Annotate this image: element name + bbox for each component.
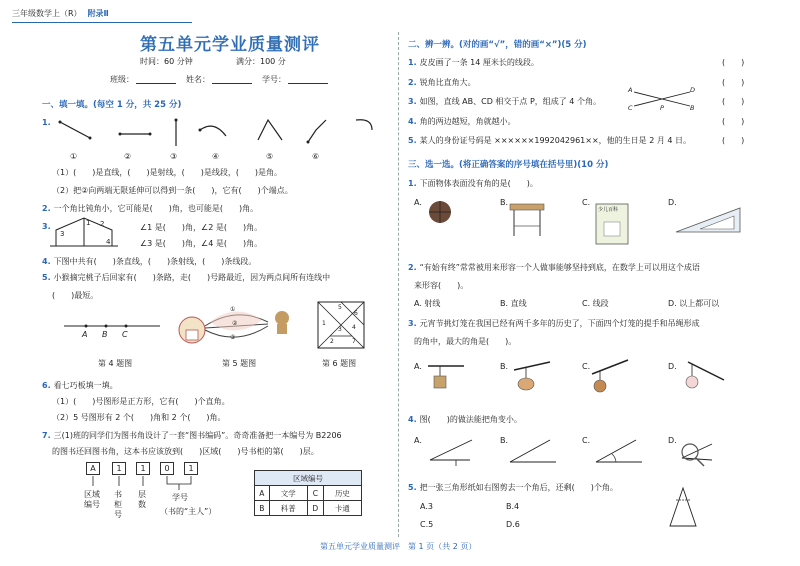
q2-number: 2. — [42, 204, 51, 213]
figure-label-5: ⑤ — [266, 152, 274, 161]
q3-text-b: ∠3 是( )角，∠4 是( )角。 — [140, 239, 263, 248]
point-a: A — [82, 330, 88, 339]
tangram-7: 7 — [352, 338, 356, 345]
figure-label-6: ⑥ — [312, 152, 320, 161]
choice-4-opt-c[interactable]: C. — [582, 436, 591, 445]
choice-1-opt-c[interactable]: C. — [582, 198, 591, 207]
name-label: 姓名： — [186, 75, 210, 84]
q3-number: 3. — [42, 222, 51, 231]
fig4-caption: 第 4 题图 — [98, 359, 133, 368]
q2-text: 一个角比钝角小，它可能是( )角，也可能是( )角。 — [53, 204, 259, 213]
table-cell: A — [255, 486, 270, 501]
table-cell: 科普 — [269, 501, 307, 516]
code-label-owner: （书的“主人”） — [160, 507, 217, 516]
road-1: ① — [230, 306, 236, 313]
section-2-title: 二、辨一辨。(对的画“√”，错的画“×”)(5 分) — [408, 40, 587, 50]
code-box-3: 1 — [136, 462, 150, 475]
judge-1-answer[interactable]: ( ) — [722, 58, 745, 67]
choice-4-opt-b[interactable]: B. — [500, 436, 509, 445]
tangram-4: 4 — [352, 324, 356, 331]
choice-5-opt-b[interactable]: B.4 — [506, 502, 520, 511]
q4-number: 4. — [42, 257, 51, 266]
table-title: 区域编号 — [255, 471, 362, 486]
grade-label: 三年级数学上（R） — [12, 9, 82, 18]
choice-3-text-a: 元宵节挑灯笼在我国已经有两千多年的历史了，下面四个灯笼的提手和吊绳形成 — [419, 319, 700, 328]
q3-angle-3: 3 — [60, 230, 65, 238]
choice-3-number: 3. — [408, 319, 417, 328]
choice-3-opt-b[interactable]: B. — [500, 362, 509, 371]
q6-part-b: （2）5 号图形有 2 个( )角和 2 个( )角。 — [52, 413, 226, 422]
choice-5-text: 把一张三角形纸如右图剪去一个角后，还剩( )个角。 — [419, 483, 618, 492]
tangram-5: 5 — [338, 304, 342, 311]
choice-2-text-b: 来形容( )。 — [414, 281, 469, 290]
code-box-2: 1 — [112, 462, 126, 475]
table-cell: D — [307, 501, 323, 516]
code-box-5: 1 — [184, 462, 198, 475]
judge-4-text: 角的两边越短，角就越小。 — [419, 117, 516, 126]
choice-3-opt-a[interactable]: A. — [414, 362, 422, 371]
fig-letter-a: A — [628, 86, 633, 94]
q6-part-a: （1）( )号图形是正方形，它有( )个直角。 — [52, 397, 230, 406]
section-1-title: 一、填一填。(每空 1 分，共 25 分) — [42, 100, 182, 110]
point-b: B — [102, 330, 108, 339]
road-3: ③ — [230, 334, 236, 341]
page-footer: 第五单元学业质量测评 第 1 页（共 2 页） — [320, 542, 477, 551]
table-cell: B — [255, 501, 270, 516]
fig-letter-b: B — [690, 104, 695, 112]
code-box-1: A — [86, 462, 100, 475]
tangram-1: 1 — [322, 320, 326, 327]
judge-4-answer[interactable]: ( ) — [722, 117, 745, 126]
q6-number: 6. — [42, 381, 51, 390]
fig-letter-p: P — [660, 104, 664, 112]
choice-1-opt-b[interactable]: B. — [500, 198, 509, 207]
choice-4-text: 图( )的做法能把角变小。 — [419, 415, 522, 424]
book-title: 少儿百科 — [598, 207, 619, 213]
table-cell: 卡通 — [323, 501, 361, 516]
choice-2-opt-c[interactable]: C. 线段 — [582, 299, 609, 308]
q4-text: 下图中共有( )条直线，( )条射线，( )条线段。 — [53, 257, 257, 266]
choice-1-text: 下面物体表面没有角的是( )。 — [419, 179, 538, 188]
tangram-6: 6 — [354, 310, 358, 317]
page-title: 第五单元学业质量测评 — [140, 35, 320, 55]
judge-3-answer[interactable]: ( ) — [722, 97, 745, 106]
fig-letter-c: C — [628, 104, 633, 112]
choice-3-text-b: 的角中，最大的角是( )。 — [414, 337, 517, 346]
choice-1-opt-d[interactable]: D. — [668, 198, 677, 207]
judge-3-number: 3. — [408, 97, 417, 106]
table-cell: 历史 — [323, 486, 361, 501]
appendix-label: 附录Ⅱ — [87, 9, 109, 18]
class-label: 班级： — [110, 75, 134, 84]
judge-5-number: 5. — [408, 136, 417, 145]
choice-3-opt-d[interactable]: D. — [668, 362, 677, 371]
figure-label-3: ③ — [170, 152, 178, 161]
q7-text-b: 的图书还回图书角，这本书应该放到( )区域( )号书柜的第( )层。 — [52, 447, 319, 456]
judge-3-text: 如图，直线 AB、CD 相交于点 P，组成了 4 个角。 — [419, 97, 601, 106]
q3-angle-4: 4 — [106, 238, 111, 246]
choice-1-number: 1. — [408, 179, 417, 188]
q5-text-b: ( )最短。 — [52, 291, 99, 300]
code-label-student: 学号 — [172, 493, 188, 502]
choice-5-opt-a[interactable]: A.3 — [420, 502, 433, 511]
q3-angle-2: 2 — [100, 220, 105, 228]
q7-text-a: 三(1)班的同学们为图书角设计了一套“图书编码”。奇奇准备把一本编号为 B2206 — [53, 431, 342, 440]
q1-part-b: （2）把②向两端无限延伸可以得到一条( )，它有( )个端点。 — [52, 186, 293, 195]
judge-1-number: 1. — [408, 58, 417, 67]
choice-2-opt-d[interactable]: D. 以上都可以 — [668, 299, 720, 308]
id-label: 学号： — [262, 75, 286, 84]
code-label-layer: 层 数 — [138, 490, 146, 509]
judge-1-text: 皮皮画了一条 14 厘米长的线段。 — [419, 58, 539, 67]
figure-label-4: ④ — [212, 152, 220, 161]
code-label-cabinet: 书 柜 号 — [114, 490, 122, 519]
table-cell: 文学 — [269, 486, 307, 501]
figure-label-1: ① — [70, 152, 78, 161]
choice-2-text-a: “有始有终”常常被用来形容一个人做事能够坚持到底，在数学上可以用这个成语 — [419, 263, 700, 272]
choice-2-opt-b[interactable]: B. 直线 — [500, 299, 527, 308]
code-box-4: 0 — [160, 462, 174, 475]
choice-2-opt-a[interactable]: A. 射线 — [414, 299, 441, 308]
q1-part-a: （1）( )是直线，( )是射线，( )是线段，( )是角。 — [52, 168, 283, 177]
choice-4-opt-a[interactable]: A. — [414, 436, 422, 445]
choice-2-number: 2. — [408, 263, 417, 272]
point-c: C — [122, 330, 128, 339]
choice-1-opt-a[interactable]: A. — [414, 198, 422, 207]
choice-5-opt-c[interactable]: C.5 — [420, 520, 434, 529]
q5-text-a: 小猴摘完桃子后回家有( )条路，走( )号路最近，因为两点间所有连线中 — [53, 273, 331, 282]
score-label: 满分：100 分 — [236, 57, 286, 66]
fig-letter-d: D — [690, 86, 696, 94]
choice-4-number: 4. — [408, 415, 417, 424]
q5-number: 5. — [42, 273, 51, 282]
fig5-caption: 第 5 题图 — [222, 359, 257, 368]
q7-number: 7. — [42, 431, 51, 440]
section-3-title: 三、选一选。(将正确答案的序号填在括号里)(10 分) — [408, 160, 609, 170]
code-label-area: 区域 编号 — [84, 490, 100, 509]
tangram-2: 2 — [330, 338, 334, 345]
judge-2-text: 锐角比直角大。 — [419, 78, 476, 87]
judge-2-answer[interactable]: ( ) — [722, 78, 745, 87]
figure-label-2: ② — [124, 152, 132, 161]
choice-3-opt-c[interactable]: C. — [582, 362, 591, 371]
choice-5-opt-d[interactable]: D.6 — [506, 520, 520, 529]
q6-text: 看七巧板填一填。 — [53, 381, 118, 390]
road-2: ② — [232, 320, 238, 327]
choice-5-number: 5. — [408, 483, 417, 492]
judge-5-text: 某人的身份证号码是 ××××××1992042961××，他的生日是 2 月 4 日。 — [419, 136, 692, 145]
fig6-caption: 第 6 题图 — [322, 359, 357, 368]
tangram-3: 3 — [338, 326, 342, 333]
q3-text-a: ∠1 是( )角，∠2 是( )角。 — [140, 223, 263, 232]
judge-5-answer[interactable]: ( ) — [722, 136, 745, 145]
choice-4-opt-d[interactable]: D. — [668, 436, 677, 445]
time-label: 时间：60 分钟 — [140, 57, 193, 66]
q1-number: 1. — [42, 118, 51, 127]
judge-2-number: 2. — [408, 78, 417, 87]
table-cell: C — [307, 486, 323, 501]
q3-angle-1: 1 — [86, 219, 91, 227]
judge-4-number: 4. — [408, 117, 417, 126]
